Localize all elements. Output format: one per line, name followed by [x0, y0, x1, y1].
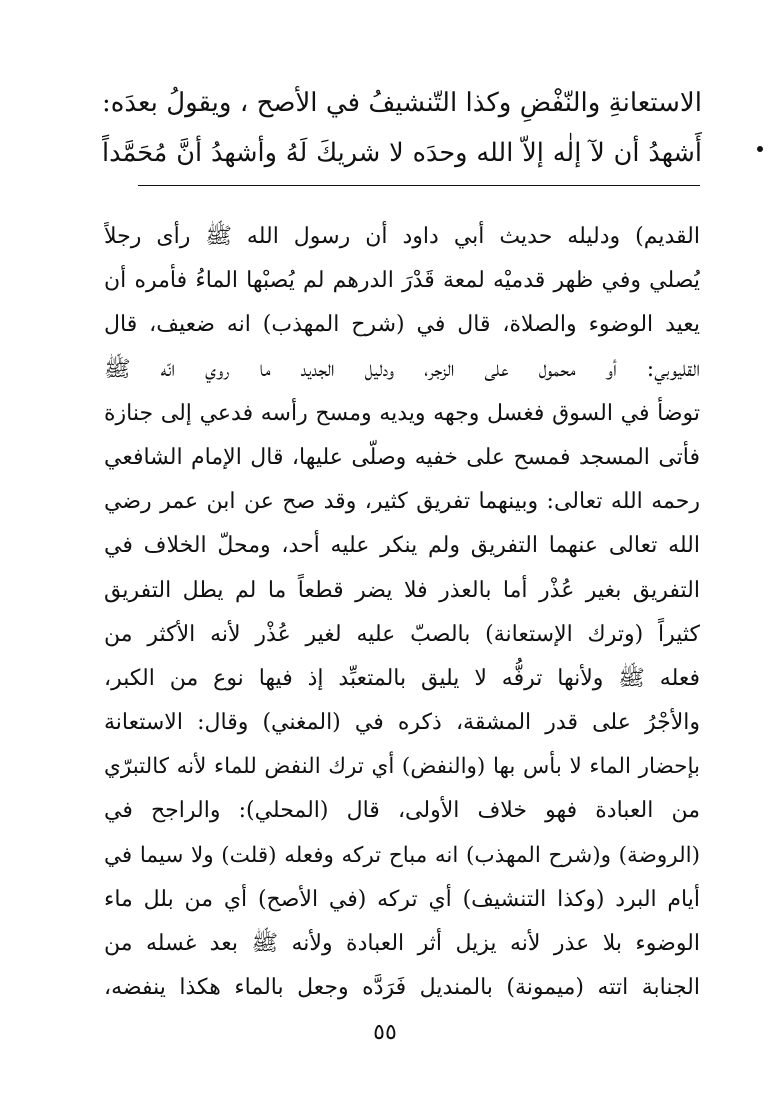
commentary-line: كثيراً (وترك الإستعانة) بالصبّ عليه لغير عُذْر لأنه الأكثر من [104, 621, 700, 647]
commentary-line: أيام البرد (وكذا التنشيف) أي تركه (في الأصح) أي من بلل ماء [104, 886, 700, 912]
commentary-line: من العبادة فهو خلاف الأولى، قال (المحلي): والراجح في [104, 798, 700, 824]
commentary-line: الله تعالى عنهما التفريق ولم ينكر عليه أحد، ومحلّ الخلاف في [104, 533, 700, 559]
page-number: ٥٥ [373, 1020, 397, 1045]
main-text-block [102, 78, 702, 178]
main-text-line: أَشهدُ أن لآ إلٰه إلاّ الله وحدَه لا شريكَ لَهُ وأشهدُ أنَّ مُحَمَّداً [102, 138, 702, 168]
commentary-line: القليوبي: أو محمول على الزجر، ودليل الجديد ما روي انّه ﷺ [104, 356, 700, 382]
commentary-line: بإحضار الماء لا بأس بها (والنفض) أي ترك النفض للماء لأنه كالتبرّي [104, 754, 700, 780]
commentary-block [104, 215, 700, 1010]
commentary-line: (الروضة) و(شرح المهذب) انه مباح تركه وفعله (قلت) ولا سيما في [104, 842, 700, 868]
commentary-line: الجنابة اتته (ميمونة) بالمنديل فَرَدَّه وجعل بالماء هكذا ينفضه، [104, 975, 700, 1001]
commentary-line: القديم) ودليله حديث أبي داود أن رسول الله ﷺ رأى رجلاً [104, 224, 700, 249]
commentary-line: فأتى المسجد فمسح على خفيه وصلّى عليها، قال الإمام الشافعي [104, 444, 700, 470]
commentary-line: فعله ﷺ ولأنها ترفُّه لا يليق بالمتعبِّد إذ فيها نوع من الكبر، [104, 665, 700, 691]
commentary-line: والأجْرُ على قدر المشقة، ذكره في (المغني) وقال: الاستعانة [104, 710, 700, 736]
margin-dot-mark [757, 146, 763, 152]
commentary-line: رحمه الله تعالى: وبينهما تفريق كثير، وقد صح عن ابن عمر رضي [104, 489, 700, 515]
commentary-line: يُصلي وفي ظهر قدميْه لمعة قَدْرَ الدرهم لم يُصبْها الماءُ فأمره أن [104, 268, 700, 294]
main-text-line: الاستعانةِ والنّفْضِ وكذا التّنشيفُ في الأصح ، ويقولُ بعدَه: [102, 88, 702, 118]
footnote-divider [138, 185, 700, 186]
commentary-line: التفريق بغير عُذْر أما بالعذر فلا يضر قطعاً ما لم يطل التفريق [104, 577, 700, 603]
commentary-line: الوضوء بلا عذر لأنه يزيل أثر العبادة ولأنه ﷺ بعد غسله من [104, 931, 700, 956]
commentary-line: توضأ في السوق فغسل وجهه ويديه ومسح رأسه فدعي إلى جنازة [104, 400, 700, 426]
commentary-line: يعيد الوضوء والصلاة، قال في (شرح المهذب) انه ضعيف، قال [104, 312, 700, 338]
